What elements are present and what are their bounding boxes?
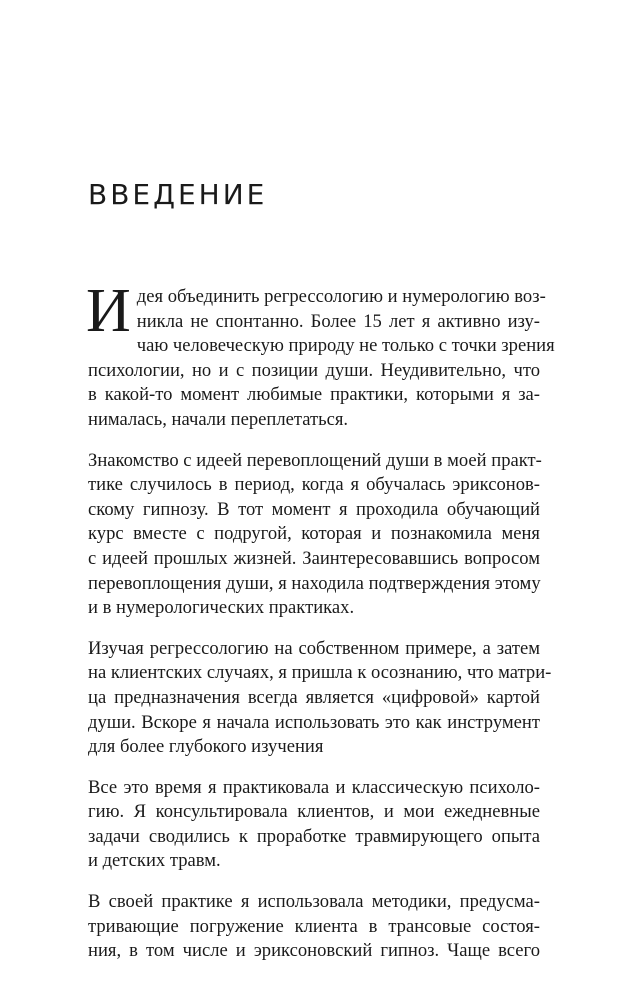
text-line: дея объединить регрессологию и нумерологию воз- [136,286,546,307]
text-line: ния, в том числе и эриксоновский гипноз. Чаще всего [88,940,540,962]
paragraph-2 [88,449,540,621]
text-line: перевоплощения души, я находила подтверждения этому [88,572,541,594]
text-line: скому гипнозу. В тот момент я проходила обучающий [88,498,540,520]
text-line: и детских травм. [88,850,221,872]
text-line: задачи сводились к проработке травмирующего опыта [88,825,540,847]
drop-cap: И [86,277,131,345]
text-line: Все это время я практиковала и классическую психоло- [88,776,540,798]
paragraph-3 [88,637,552,760]
text-line: ца предназначения всегда является «цифровой» картой [88,686,540,708]
text-line: тривающие погружение клиента в трансовые состоя- [88,915,540,937]
text-line: чаю человеческую природу не только с точки зрения [136,335,555,357]
text-line: гию. Я консультировала клиентов, и мои ежедневные [88,801,540,823]
paragraph-4 [88,776,540,874]
paragraph-1 [86,277,555,433]
text-line: в какой-то момент любимые практики, которыми я за- [88,384,540,406]
body-text [86,277,555,980]
paragraph-5 [88,890,540,964]
text-line: никла не спонтанно. Более 15 лет я активно изу- [136,310,540,332]
text-line: для более глубокого изучения [88,736,324,758]
text-line: В своей практике я использовала методики, предусма- [88,891,540,913]
text-line: нималась, начали переплетаться. [88,408,349,430]
text-line: с идеей прошлых жизней. Заинтересовавшись вопросом [88,547,540,569]
text-line: Знакомство с идеей перевоплощений души в моей практ- [88,449,542,471]
text-line: Изучая регрессологию на собственном примере, а затем [88,637,540,659]
chapter-heading: ВВЕДЕНИЕ [88,178,268,211]
text-line: психологии, но и с позиции души. Неудивительно, что [88,359,540,381]
text-line: и в нумерологических практиках. [88,597,355,619]
text-line: курс вместе с подругой, которая и познакомила меня [88,523,540,545]
text-line: души. Вскоре я начала использовать это как инструмент [88,711,540,733]
text-line: на клиентских случаях, я пришла к осознанию, что матри- [88,662,552,684]
text-line: тике случилось в период, когда я обучалась эриксонов- [88,474,540,496]
